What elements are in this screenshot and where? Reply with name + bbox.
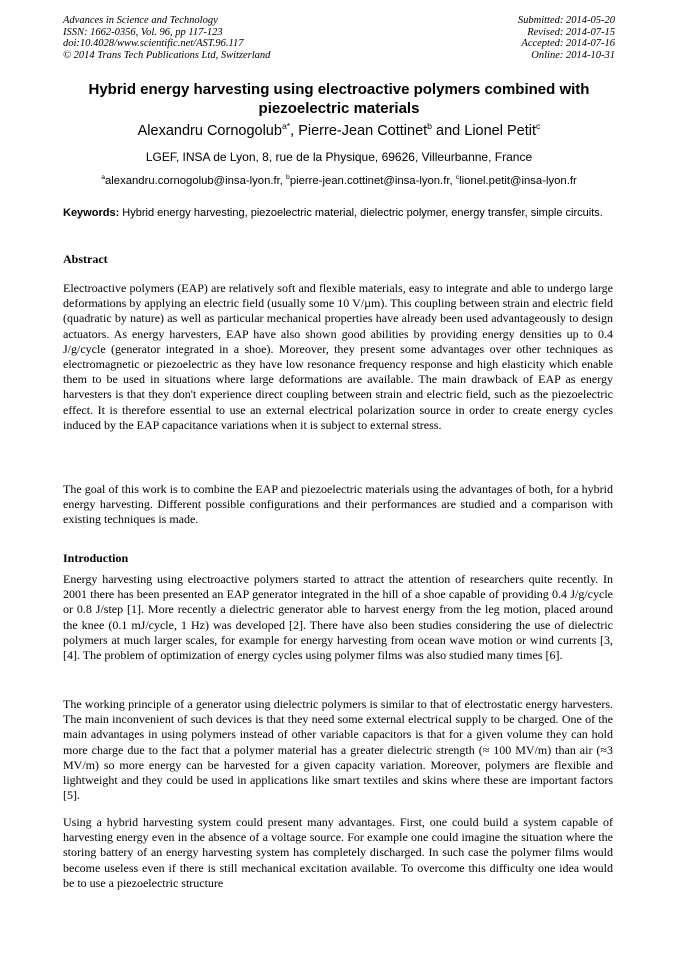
author-affil-mark: a* (281, 121, 291, 132)
author-affil-mark: c (536, 121, 541, 132)
email-separator: , (449, 175, 456, 187)
keywords (63, 206, 613, 221)
journal-name: Advances in Science and Technology (63, 15, 218, 26)
author-affil-mark: b (427, 121, 433, 132)
introduction-paragraph: Using a hybrid harvesting system could present many advantages. First, one could build a system capable of harvesting energy even in the absence of a voltage source. For example one could imagine the situation where the storing battery of an energy harvesting system has completely discharged. In such case the polymer films would become useless even if there is still mechanical excitation available. To overcome this difficulty one idea would be to use a piezoelectric structure (63, 815, 613, 890)
email-link[interactable]: lionel.petit@insa-lyon.fr (459, 175, 577, 187)
publication-dates (518, 15, 615, 61)
paper-title (40, 80, 638, 118)
online-date: Online: 2014-10-31 (531, 49, 615, 61)
abstract-heading: Abstract (63, 252, 108, 266)
abstract-paragraph: Electroactive polymers (EAP) are relatively soft and flexible materials, easy to integrate and able to undergo large deformations by applying an electric field (usually some 10 V/µm). This coupling between strain and electric field (quadratic by nature) as well as particular mechanical properties have already been used advantageously to design actuators. As energy harvesters, EAP have also shown good abilities by providing energy densities up to 0.4 J/g/cycle (generator integrated in a shoe). Moreover, they present some advantages over other techniques as electromagnetic or piezoelectric as they have low resonance frequency response and high elasticity which enable them to be used in situations where large deformations are available. The main drawback of EAP as energy harvesters is that they don't experience direct coupling between strain and electric field, such as the piezoelectric effect. It is therefore essential to use an external electrical polarization source in order to create energy cycles induced by the EAP capacitance variations when it is subject to external stress. (63, 281, 613, 432)
author-list (40, 122, 638, 140)
author-emails (40, 174, 638, 188)
keywords-text: Hybrid energy harvesting, piezoelectric material, dielectric polymer, energy transfer, simple circuits. (119, 207, 603, 219)
email-mark: a (101, 174, 106, 182)
email-separator: , (279, 175, 287, 187)
author-name: Alexandru Cornogolub (137, 123, 282, 139)
author-separator: , (290, 123, 299, 139)
author-name: Lionel Petit (464, 123, 537, 139)
copyright: © 2014 Trans Tech Publications Ltd, Switzerland (63, 49, 271, 61)
email-link[interactable]: alexandru.cornogolub@insa-lyon.fr (105, 175, 280, 187)
title-line-2: piezoelectric materials (258, 100, 420, 117)
introduction-heading: Introduction (63, 551, 129, 565)
author-name: Pierre-Jean Cottinet (298, 123, 428, 139)
introduction-paragraph: Energy harvesting using electroactive polymers started to attract the attention of researchers quite recently. In 2001 there has been presented an EAP generator integrated in the hill of a shoe capable of providing 0.4 J/g/cycle or 0.8 J/step [1]. More recently a dielectric generator able to harvest energy from the leg motion, placed around the knee (0.1 mJ/cycle, 1 Hz) was developed [2]. There have also been studies considering the use of dielectric polymers at much larger scales, for example for energy harvesting from ocean wave motion or wind currents [3,[4]. The problem of optimization of energy cycles using polymer films was also studied many times [6]. (63, 572, 613, 663)
email-mark: c (455, 174, 460, 182)
journal-info (63, 15, 270, 61)
email-link[interactable]: pierre-jean.cottinet@insa-lyon.fr (289, 175, 450, 187)
doi: doi:10.4028/www.scientific.net/AST.96.117 (63, 38, 244, 50)
email-mark: b (286, 174, 290, 182)
abstract-paragraph: The goal of this work is to combine the EAP and piezoelectric materials using the advantages of both, for a hybrid energy harvesting. Different possible configurations and their performances are studied and a comparison with existing techniques is made. (63, 482, 613, 527)
author-separator: and (432, 123, 465, 139)
affiliation: LGEF, INSA de Lyon, 8, rue de la Physique, 69626, Villeurbanne, France (145, 150, 533, 164)
submitted-date: Submitted: 2014-05-20 (517, 15, 615, 26)
keywords-label: Keywords: (63, 207, 120, 219)
title-line-1: Hybrid energy harvesting using electroactive polymers combined with (88, 81, 590, 98)
revised-date: Revised: 2014-07-15 (527, 26, 615, 38)
issn: ISSN: 1662-0356, Vol. 96, pp 117-123 (63, 26, 223, 38)
accepted-date: Accepted: 2014-07-16 (521, 38, 615, 50)
introduction-paragraph: The working principle of a generator using dielectric polymers is similar to that of electrostatic energy harvesters. The main inconvenient of such devices is that they need some external electrical supply to be charged. One of the main advantages in using polymers instead of other variable capacitors is that for a given volume they can hold more charge due to the fact that a polymer material has a greater dielectric strength (≈ 100 MV/m) than air (≈3 MV/m) so more energy can be harvested for a given capacity variation. Moreover, polymers are flexible and lightweight and they could be used in applications like smart textiles and skins where these are important factors [5]. (63, 697, 613, 803)
